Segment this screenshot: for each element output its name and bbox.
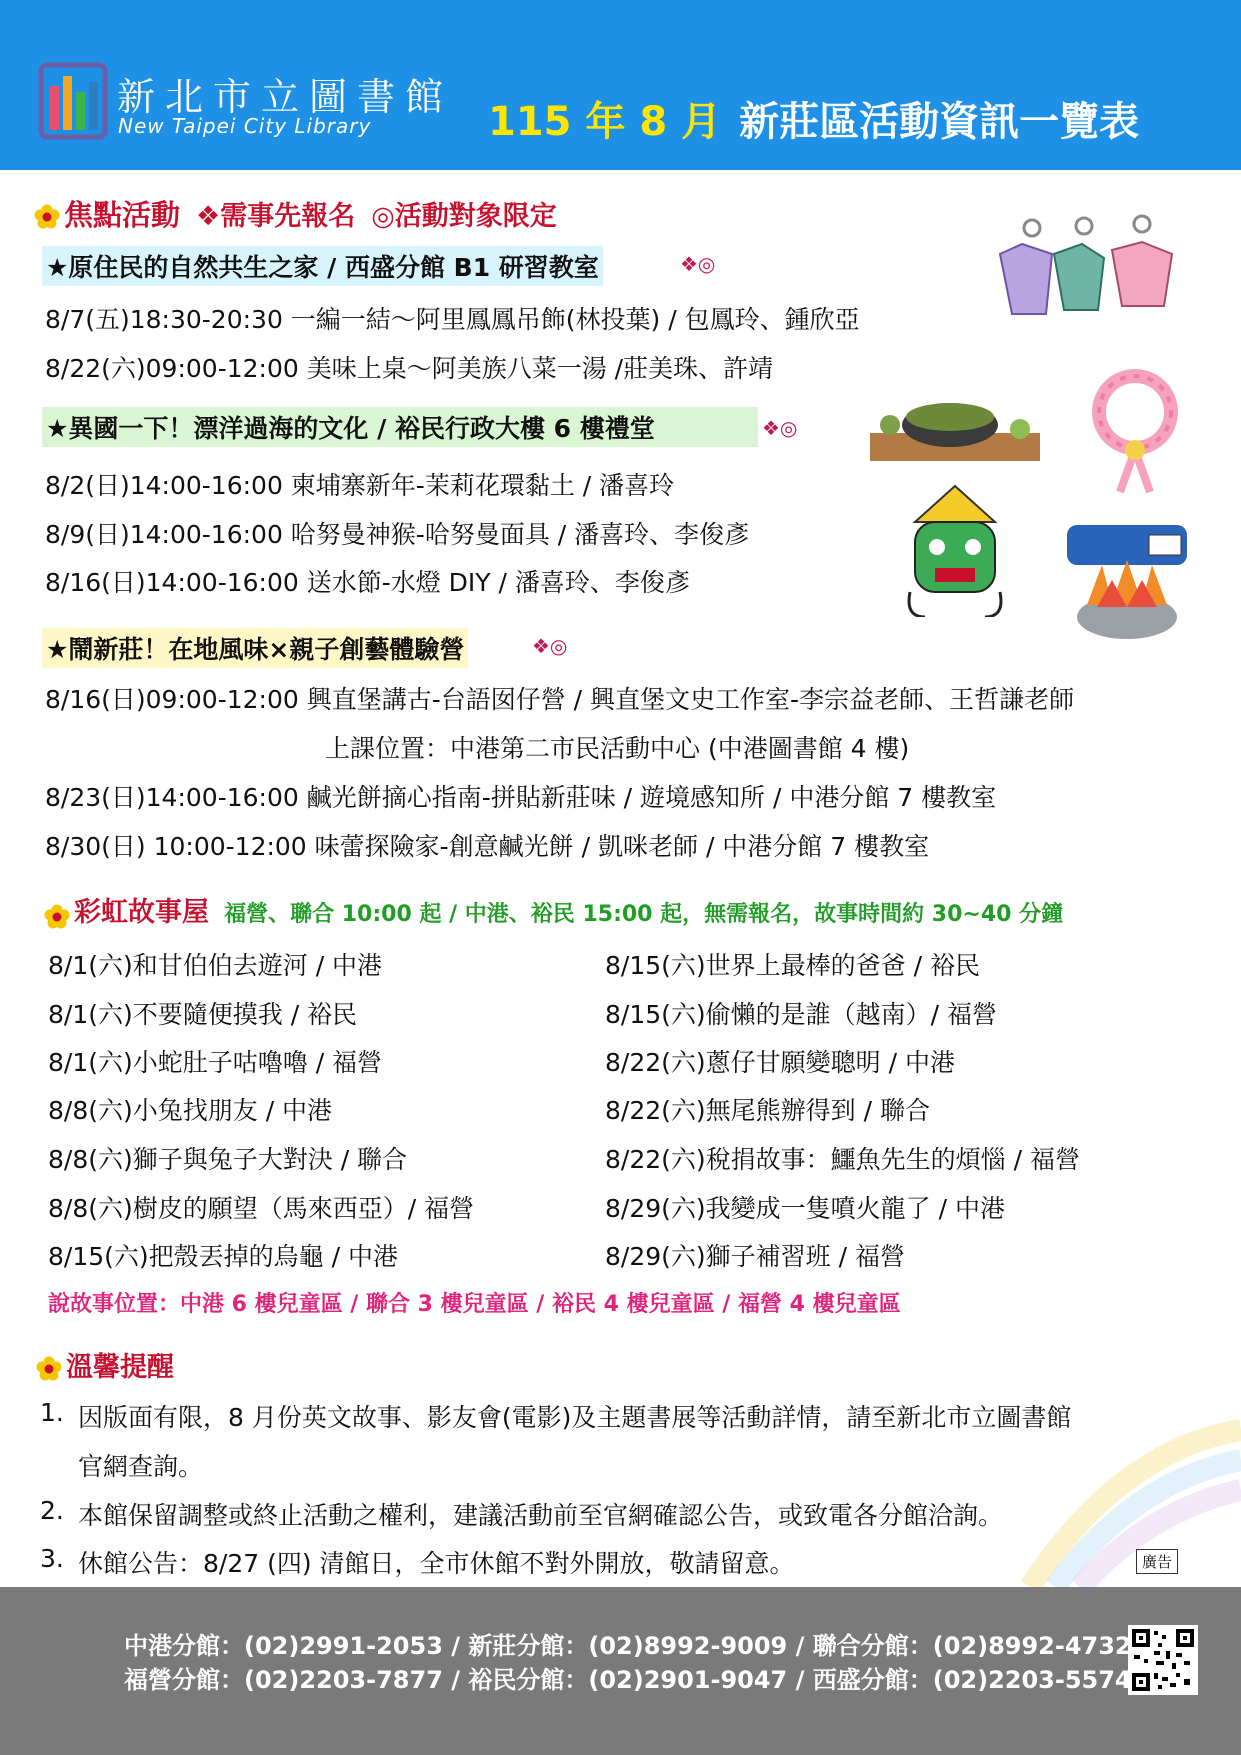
story-location: 說故事位置：中港 6 樓兒童區 / 聯合 3 樓兒童區 / 裕民 4 樓兒童區 / 福營 4 樓兒童區: [48, 1292, 901, 1317]
group-title: ★鬧新莊！在地風味×親子創藝體驗營: [42, 628, 468, 668]
story-item: 8/8(六)獅子與兔子大對決 / 聯合: [48, 1145, 408, 1174]
focus-heading: 焦點活動: [64, 198, 181, 232]
activity-row: 8/2(日)14:00-16:00 柬埔寨新年-茉莉花環黏土 / 潘喜玲: [45, 471, 675, 500]
story-item: 8/29(六)獅子補習班 / 福營: [605, 1242, 905, 1271]
reminder-num: 2.: [40, 1496, 64, 1525]
library-logo: [38, 62, 108, 140]
flower-icon: [36, 1356, 62, 1382]
story-item: 8/8(六)小兔找朋友 / 中港: [48, 1096, 333, 1125]
activity-row: 8/7(五)18:30-20:30 一編一結～阿里鳳鳳吊飾(林投葉) / 包鳳玲、鍾欣亞: [45, 305, 860, 334]
activity-location: 上課位置：中港第二市民活動中心 (中港圖書館 4 樓): [325, 734, 910, 763]
reminder-text: 休館公告：8/27 (四) 清館日，全市休館不對外開放，敬請留意。: [78, 1549, 795, 1578]
group-title: ★異國一下！漂洋過海的文化 / 裕民行政大樓 6 樓禮堂: [42, 407, 758, 447]
reminder-text: 因版面有限，8 月份英文故事、影友會(電影)及主題書展等活動詳情，請至新北市立圖書館: [78, 1403, 1072, 1432]
ad-label: 廣告: [1136, 1549, 1178, 1574]
group-marks: ❖◎: [532, 634, 568, 658]
story-item: 8/8(六)樹皮的願望（馬來西亞）/ 福營: [48, 1194, 475, 1223]
title-date: 115 年 8 月: [488, 99, 722, 145]
story-item: 8/29(六)我變成一隻噴火龍了 / 中港: [605, 1194, 1005, 1223]
footer-phones-line1: 中港分館：(02)2991-2053 / 新莊分館：(02)8992-9009 / 聯合分館：(02)8992-4732: [124, 1632, 1132, 1660]
activity-row: 8/9(日)14:00-16:00 哈努曼神猴-哈努曼面具 / 潘喜玲、李俊彥: [45, 520, 750, 549]
story-item: 8/22(六)蔥仔甘願變聰明 / 中港: [605, 1048, 955, 1077]
activity-row: 8/16(日)14:00-16:00 送水節-水燈 DIY / 潘喜玲、李俊彥: [45, 568, 690, 597]
legend-register: ❖需事先報名: [196, 201, 356, 232]
flower-garland-image: [1090, 362, 1180, 502]
reminder-num: 1.: [40, 1398, 64, 1427]
title-main: 新莊區活動資訊一覽表: [739, 99, 1140, 145]
story-item: 8/22(六)無尾熊辦得到 / 聯合: [605, 1096, 930, 1125]
reminder-text: 官網查詢。: [78, 1452, 204, 1481]
reminder-num: 3.: [40, 1544, 64, 1573]
reminder-text: 本館保留調整或終止活動之權利，建議活動前至官網確認公告，或致電各分館洽詢。: [78, 1501, 1004, 1530]
flower-icon: [34, 204, 60, 230]
reminder-heading: 溫馨提醒: [66, 1352, 174, 1383]
hot-pot-image: [870, 385, 1040, 465]
reminder-heading-row: [36, 1345, 174, 1384]
activity-row: 8/23(日)14:00-16:00 鹹光餅摘心指南-拼貼新莊味 / 遊境感知所 / 中港分館 7 樓教室: [45, 783, 997, 812]
story-item: 8/15(六)把殼丟掉的烏龜 / 中港: [48, 1242, 398, 1271]
footer-phones-line2: 福營分館：(02)2203-7877 / 裕民分館：(02)2901-9047 / 西盛分館：(02)2203-5574: [124, 1666, 1132, 1694]
library-name-en: New Taipei City Library: [118, 114, 372, 138]
library-name-zh: 新北市立圖書館: [117, 75, 454, 119]
group-title: ★原住民的自然共生之家 / 西盛分館 B1 研習教室: [42, 246, 603, 286]
activity-row: 8/22(六)09:00-12:00 美味上桌～阿美族八菜一湯 /莊美珠、許靖: [45, 354, 774, 383]
rainbow-heading: 彩虹故事屋: [74, 897, 209, 928]
legend-limited: ◎活動對象限定: [371, 201, 557, 232]
rainbow-info: 福營、聯合 10:00 起 / 中港、裕民 15:00 起，無需報名，故事時間約 30~40 分鐘: [224, 902, 1064, 927]
qr-code[interactable]: [1128, 1625, 1198, 1695]
woven-keychains-image: [992, 214, 1198, 326]
story-item: 8/1(六)和甘伯伯去遊河 / 中港: [48, 951, 383, 980]
rainbow-heading-row: [44, 890, 1063, 930]
story-item: 8/1(六)不要隨便摸我 / 裕民: [48, 1000, 358, 1029]
hanuman-mask-image: [895, 482, 1015, 617]
focus-heading-row: [34, 193, 557, 234]
activity-row: 8/16(日)09:00-12:00 興直堡講古-台語囡仔營 / 興直堡文史工作室-李宗益老師、王哲謙老師: [45, 685, 1075, 714]
story-item: 8/15(六)世界上最棒的爸爸 / 裕民: [605, 951, 980, 980]
page-title: [488, 90, 1139, 147]
story-item: 8/1(六)小蛇肚子咕嚕嚕 / 福營: [48, 1048, 383, 1077]
story-item: 8/22(六)稅捐故事：鱷魚先生的煩惱 / 福營: [605, 1145, 1080, 1174]
group-marks: ❖◎: [680, 252, 716, 276]
story-item: 8/15(六)偷懶的是誰（越南）/ 福營: [605, 1000, 998, 1029]
group-marks: ❖◎: [762, 416, 798, 440]
water-lantern-image: [1057, 525, 1197, 650]
activity-row: 8/30(日) 10:00-12:00 味蕾探險家-創意鹹光餅 / 凱咪老師 / 中港分館 7 樓教室: [45, 832, 930, 861]
flower-icon: [44, 904, 70, 930]
rainbow-decoration: [1000, 1410, 1241, 1587]
